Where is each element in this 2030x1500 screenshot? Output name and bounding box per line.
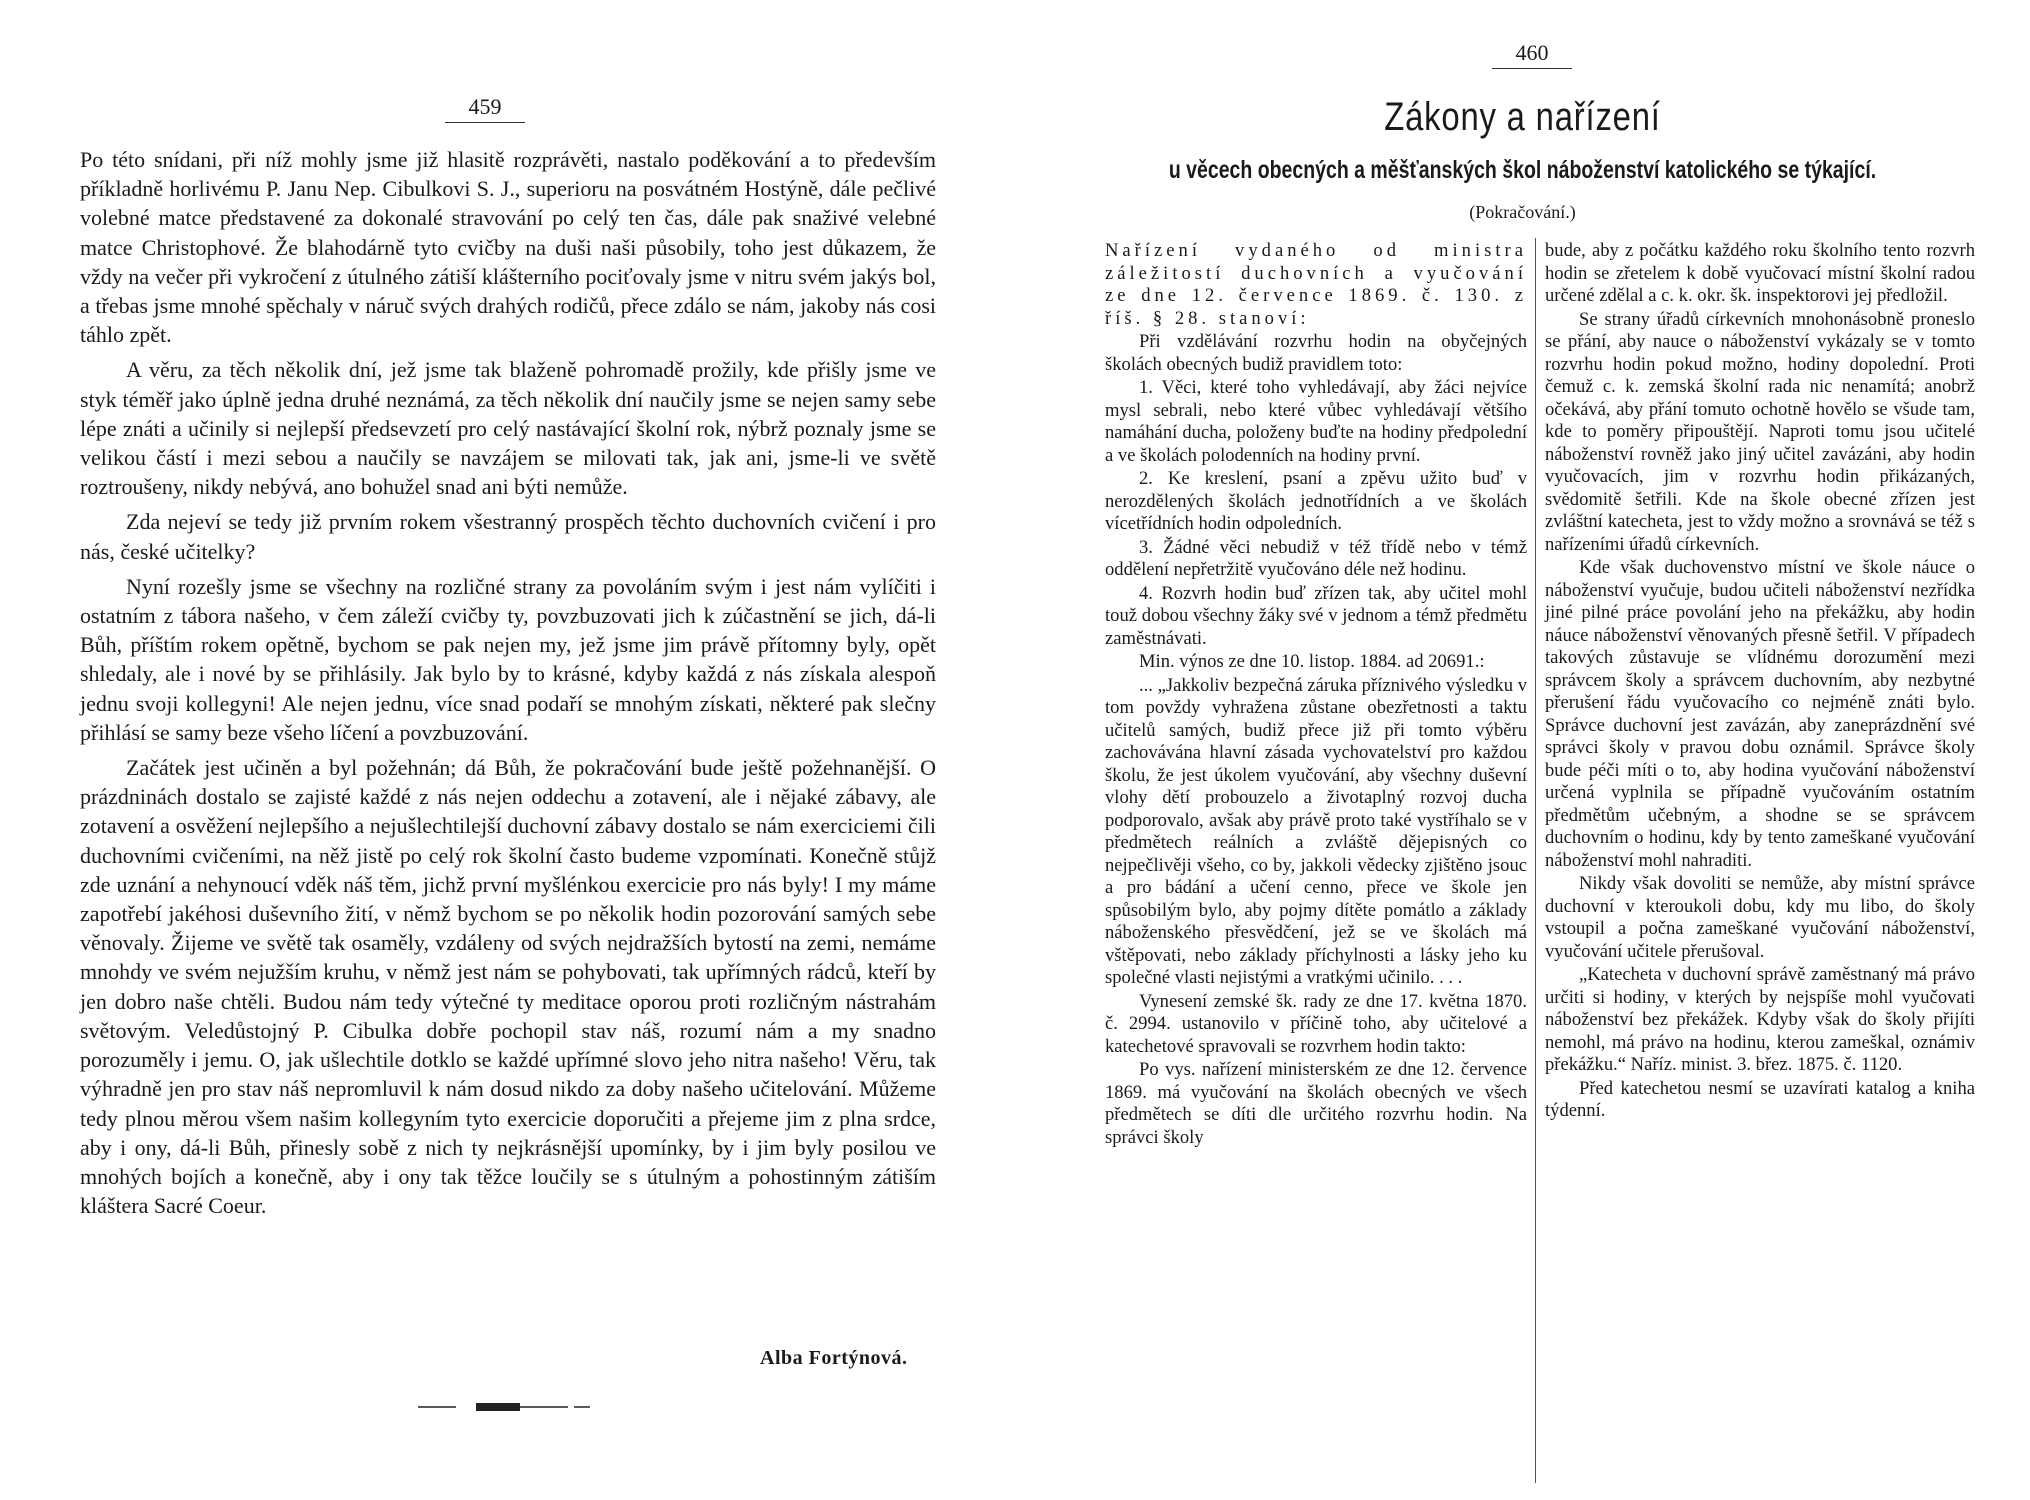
text-column-left	[1105, 240, 1527, 1149]
paragraph: 4. Rozvrh hodin buď zřízen tak, aby učitel mohl touž dobou všechny žáky své v jednom a témž předmětu zaměstnávati.	[1105, 582, 1527, 649]
paragraph: Po vys. nařízení ministerském ze dne 12. července 1869. má vyučování na školách obecných ve všech předmětech se díti dle určitého rozvrhu hodin. Na správci školy	[1105, 1059, 1527, 1148]
page-number: 460	[1492, 40, 1572, 69]
paragraph: bude, aby z počátku každého roku školního tento rozvrh hodin se zřetelem k době vyučovací místní školní radou určené zdělal a c. k. okr. šk. inspektorovi jej předložil.	[1545, 240, 1975, 306]
article-body	[80, 145, 936, 1220]
paragraph: 2. Ke kreslení, psaní a zpěvu užito buď v nerozdělených školách jednotřídních a ve školách vícetřídních hodin odpoledních.	[1105, 468, 1527, 534]
text-column-right	[1545, 240, 1975, 1123]
paragraph: Nikdy však dovoliti se nemůže, aby místní správce duchovní v kteroukoli dobu, kdy mu libo, do školy vstoupil a počna zameškané vyučování náboženství, vyučování učitele přerušoval.	[1545, 873, 1975, 962]
paragraph: Po této snídani, při níž mohly jsme již hlasitě rozprávěti, nastalo poděkování a to především příkladně horlivému P. Janu Nep. Cibulkovi S. J., superioru na posvátném Hostýně, dále pečlivé volebné matce představené za dokonalé stravování po celý ten čas, dále pak snaživé velebné matce Christophové. Že blahodárně tyto cvičby na duši naši působily, toho jest důkazem, že vždy na večer při vykročení z útulného zátiší klášterního pociťovaly jsme v nitru svém jakýs bol, a třebas jsme mnohé spěchaly v náruč svých drahých rodičů, přece zdálo se nám, jakoby nás cosi táhlo zpět.	[80, 147, 936, 348]
paragraph: Nyní rozešly jsme se všechny na rozličné strany za povoláním svým i jest nám vylíčiti i ostatním z tábora našeho, v čem záleží cvičby ty, povzbuzovati jich k zúčastnění se jich, dá-li Bůh, příštím rokem opětně, bychom se pak nejen my, jež jsme jim právě přítomny byly, opět shledaly, ale i nové by se přihlásily. Jak bylo by to krásné, kdyby každá z nás získala alespoň jednu svoji kollegyni! Ale nejen jednu, více snad podaří se mnohým získati, některé pak slečny přihlásí se samy beze všeho líčení a povzbuzování.	[80, 573, 936, 745]
right-page	[1015, 0, 2030, 1500]
continuation-note: (Pokračování.)	[1469, 202, 1576, 222]
section-title: Zákony a nařízení	[1384, 95, 1661, 139]
paragraph: Min. výnos ze dne 10. listop. 1884. ad 20691.:	[1139, 651, 1485, 672]
paragraph: Vynesení zemské šk. rady ze dne 17. května 1870. č. 2994. ustanovilo v příčině toho, aby učitelové a katechetové spravovali se rozvrhem hodin takto:	[1105, 990, 1527, 1057]
paragraph: 1. Věci, které toho vyhledávají, aby žáci nejvíce mysl sebrali, nebo které vůbec vyhledávají většího namáhání ducha, položeny buďte na hodiny předpolední a ve školách polodenních na hodiny první.	[1105, 377, 1527, 466]
paragraph: „Katecheta v duchovní správě zaměstnaný má právo určiti si hodiny, v kterých by nejspíše mohl vyučovati náboženství bez překážek. Kdyby však do školy přijíti nemohl, má právo na hodinu, kterou zameškal, oznámiv překážku.“ Naříz. minist. 3. břez. 1875. č. 1120.	[1545, 964, 1975, 1075]
column-divider	[1535, 238, 1536, 1483]
author-signature: Alba Fortýnová.	[760, 1347, 908, 1369]
paragraph: Začátek jest učiněn a byl požehnán; dá Bůh, že pokračování bude ještě požehnanější. O prázdninách dostalo se zajisté každé z nás nejen oddechu a zotavení, ale i nějaké zábavy, ale zotavení a osvěžení nejlepšího a nejušlechtilejší duchovní zábavy dostalo se nám exerciciemi čili duchovními cvičeními, na něž jistě po celý rok školní často budeme vzpomínati. Konečně stůjž zde uznání a nehynoucí vděk náš těm, jichž první myšlénkou exercicie pro nás byly! I my máme zapotřebí jakéhosi duševního žití, v němž bychom se po několik hodin pozorování samých sebe věnovaly. Žijeme ve světě tak osaměly, vzdáleny od svých nejdražších bytostí na zemi, nemáme mnohdy ve svém nejužším kruhu, v němž jest nám se pohybovati, tak upřímných rádců, kteří by jen dobro naše chtěli. Budou nám tedy výtečné ty meditace oporou proti rozličným nástrahám světovým. Veledůstojný P. Cibulka dobře pochopil stav náš, rozumí nám a my snadno porozuměly i jemu. O, jak ušlechtile dotklo se každé upřímné slovo jeho nitra našeho! Věru, tak výhradně jen pro stav náš nepromluvil k nám dosud nikdo za doby našeho učitelování. Můžeme tedy plnou měrou všem našim kollegyním tyto exercicie doporučiti a přejeme jim z plna srdce, aby i ony, dá-li Bůh, přinesly sobě z nich ty nejkrásnější upomínky, by i jim byly posilou ve mnohých bojích a konečně, aby i ony tak těžce loučily se s útulným a pohostinným zátiším kláštera Sacré Coeur.	[80, 755, 936, 1219]
paragraph: A věru, za těch několik dní, jež jsme tak blaženě pohromadě prožily, kde přišly jsme ve styk téměř jako úplně jedna druhé neznámá, za těch několik dní naučily jsme se nejen samy sebe lépe znáti a učinily si nejlepší předsevzetí pro celý nastávající školní rok, nýbrž poznaly jsme se velikou částí i mezi sebou a naučily se navzájem se milovati tak, jak ani, jsme-li ve světě roztroušeny, nikdy nebývá, ano bohužel snad ani býti nemůže.	[80, 357, 936, 500]
section-subtitle: u věcech obecných a měšťanských škol náboženství katolického se týkající.	[1168, 156, 1877, 184]
end-ornament	[418, 1400, 598, 1414]
page-number: 459	[445, 94, 525, 123]
paragraph: Nařízení vydaného od ministra záležitostí duchovních a vyučování ze dne 12. července 1869. č. 130. z říš. § 28. stanoví:	[1105, 240, 1527, 329]
paragraph: Zda nejeví se tedy již prvním rokem všestranný prospěch těchto duchovních cvičení i pro nás, české učitelky?	[80, 509, 936, 564]
paragraph: Při vzdělávání rozvrhu hodin na obyčejných školách obecných budiž pravidlem toto:	[1105, 331, 1527, 375]
paragraph: 3. Žádné věci nebudiž v též třídě nebo v témž oddělení nepřetržitě vyučováno déle než hodinu.	[1105, 536, 1527, 580]
paragraph: Před katechetou nesmí se uzavírati katalog a kniha týdenní.	[1545, 1077, 1975, 1121]
paragraph: ... „Jakkoliv bezpečná záruka příznivého výsledku v tom povždy vyhražena zůstane obezřetnosti a taktu učitelů samých, budiž přece již při tomto výběru zachovávána hlavní zásada vychovatelství pro každou školu, že jest úkolem vyučování, aby všechny duševní vlohy dětí probouzelo a životaplný rozvoj ducha podporovalo, avšak aby právě proto také vystříhalo se v předmětech reálních a zvláště dějepisných co nejpečlivěji všeho, co by, jakkoli vědecky zjištěno jsouc a pro bádání a učení cenno, přece ve škole jen spůsobilým bylo, aby pojmy dítěte pomátlo a základy náboženského přesvědčení, jež se ve školách má vštěpovati, nebo základy příchylnosti a lásky jeho ku společné vlasti nejistými a vratkými učinilo. . . .	[1105, 674, 1527, 988]
paragraph: Se strany úřadů církevních mnohonásobně proneslo se přání, aby nauce o náboženství vykázaly se v tomto rozvrhu hodin pokud možno, hodiny dopolední. Proti čemuž c. k. zemská školní rada nic nenamítá; anobrž očekává, aby přání tomuto ochotně hovělo se všude tam, kde to poměry připouštějí. Naproti tomu jsou učitelé náboženství rovněž jako jiný učitel zavázáni, aby hodin vyučovacích, jim v rozvrhu hodin přikázaných, svědomitě šetřili. Kde na škole obecné zřízen jest zvláštní katecheta, jest to vždy možno a srovnává se též s nařízeními úřadů církevních.	[1545, 308, 1975, 555]
paragraph: Kde však duchovenstvo místní ve škole náuce o náboženství vyučuje, budou učiteli náboženství nezřídka jiné pilné práce povolání jeho na překážku, aby hodin náuce náboženství věnovaných přesně šetřil. V případech takových zůstavuje se vlídnému dorozumění mezi správcem školy a správcem duchovním, aby nezbytné přerušení řádu vyučovacího co nejméně znáti bylo. Správce duchovní jest zavázán, aby zaneprázdnění své správci školy v pravou dobu oznámil. Správce školy bude péči míti o to, aby hodina vyučování náboženství určená vyplnila se případně vyučováním ostatním předmětům učebným, a shodne se se správcem duchovním o hodinu, kdy by tento zameškané vyučování náboženství mohl nahraditi.	[1545, 557, 1975, 871]
